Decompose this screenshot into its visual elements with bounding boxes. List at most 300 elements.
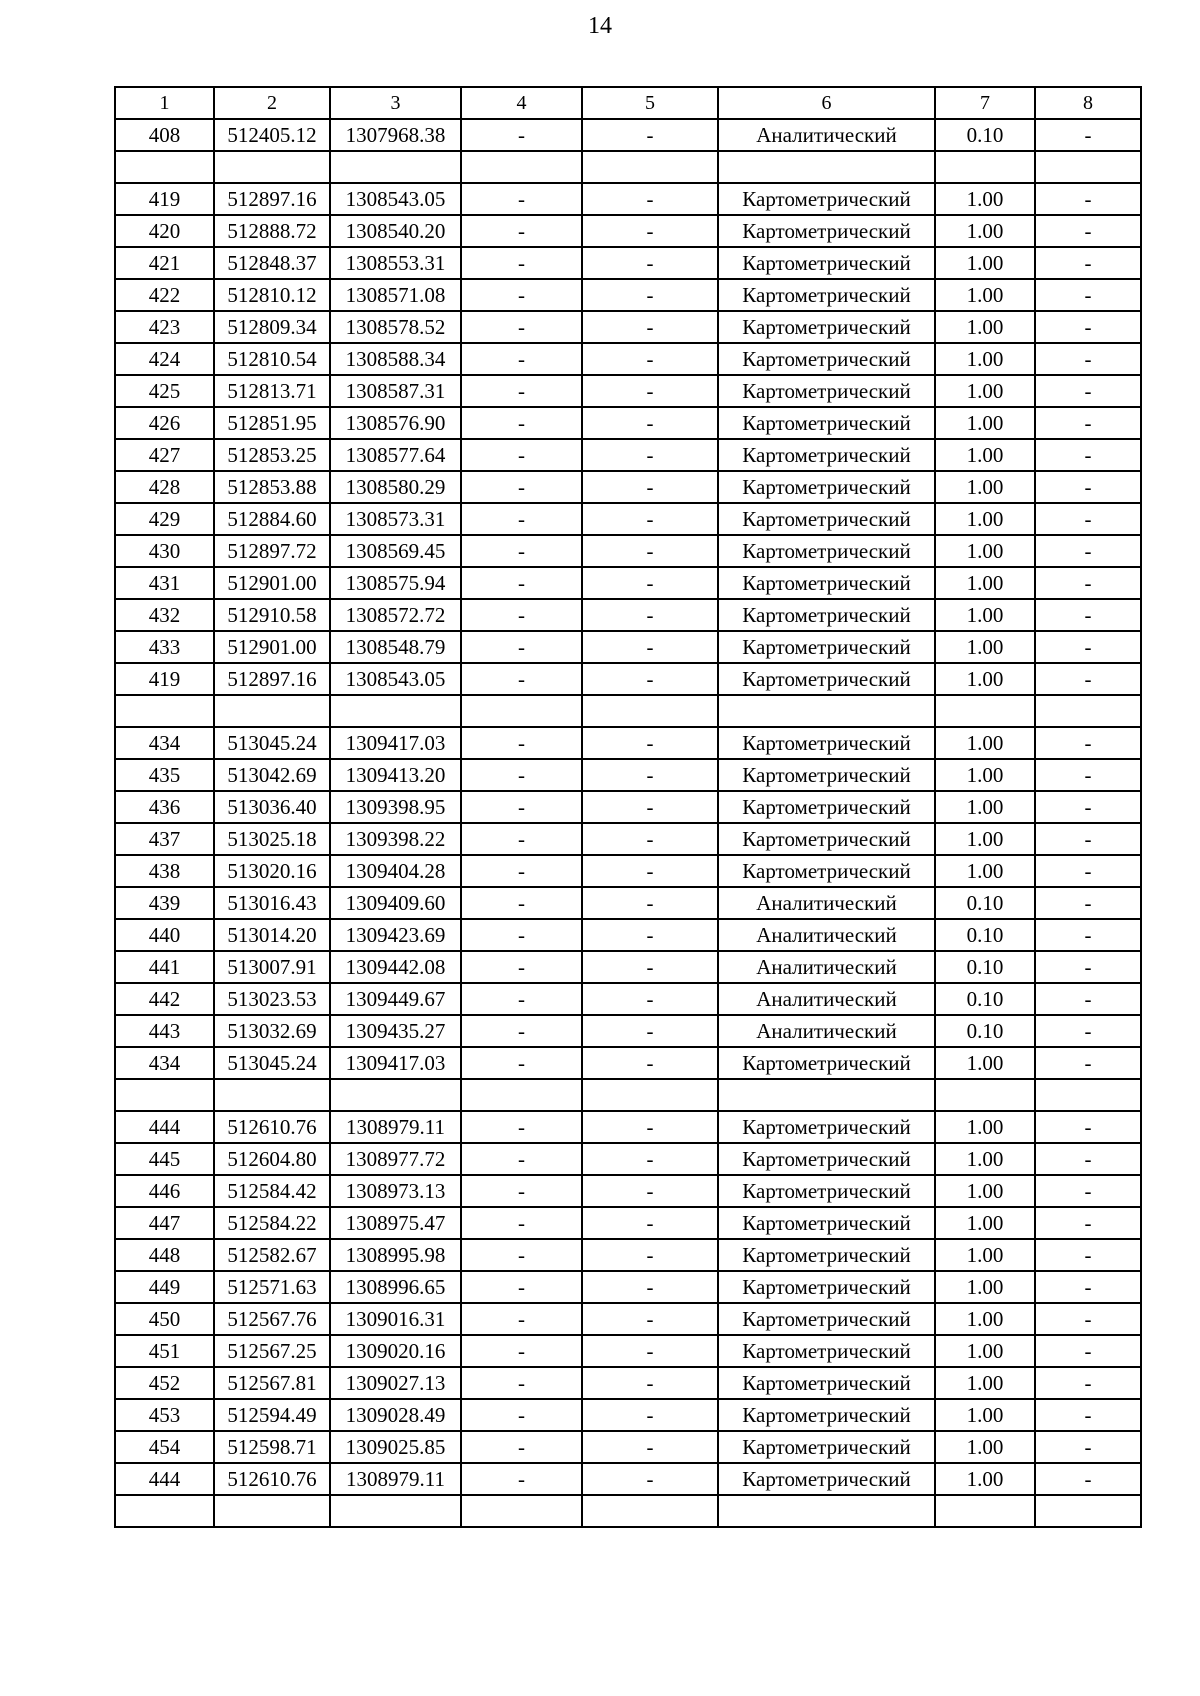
table-cell-col8: [1035, 1495, 1141, 1527]
table-cell-col7: 0.10: [935, 119, 1035, 151]
table-cell-col3: 1308587.31: [330, 375, 461, 407]
table-cell-col8: -: [1035, 1207, 1141, 1239]
table-cell-col5: -: [582, 791, 718, 823]
table-cell-col2: 512582.67: [214, 1239, 330, 1271]
table-cell-col7: [935, 151, 1035, 183]
table-cell-col8: -: [1035, 183, 1141, 215]
table-cell-col7: 1.00: [935, 855, 1035, 887]
table-cell-col8: -: [1035, 887, 1141, 919]
table-cell-col5: -: [582, 1367, 718, 1399]
table-cell-col2: 512598.71: [214, 1431, 330, 1463]
table-cell-col4: -: [461, 247, 582, 279]
table-cell-col2: 512571.63: [214, 1271, 330, 1303]
table-cell-col1: 447: [115, 1207, 214, 1239]
table-cell-col3: 1308572.72: [330, 599, 461, 631]
table-cell-col2: 512610.76: [214, 1111, 330, 1143]
table-cell-col3: 1308979.11: [330, 1463, 461, 1495]
table-row: [115, 727, 1141, 759]
table-cell-col8: -: [1035, 631, 1141, 663]
table-cell-col1: 446: [115, 1175, 214, 1207]
table-cell-col6: Картометрический: [718, 1335, 935, 1367]
table-cell-col1: 454: [115, 1431, 214, 1463]
table-cell-col8: -: [1035, 439, 1141, 471]
table-cell-col2: 513025.18: [214, 823, 330, 855]
table-cell-col7: 1.00: [935, 663, 1035, 695]
table-cell-col8: -: [1035, 1303, 1141, 1335]
table-cell-col6: Картометрический: [718, 183, 935, 215]
table-cell-col8: -: [1035, 215, 1141, 247]
table-cell-col4: -: [461, 567, 582, 599]
table-cell-col4: -: [461, 343, 582, 375]
column-header-1: 1: [115, 87, 214, 119]
table-cell-col3: 1308580.29: [330, 471, 461, 503]
coordinates-table: [114, 86, 1142, 1528]
table-cell-col7: 1.00: [935, 823, 1035, 855]
table-row: [115, 983, 1141, 1015]
table-cell-col4: -: [461, 439, 582, 471]
table-cell-col8: -: [1035, 1399, 1141, 1431]
table-cell-col7: 1.00: [935, 1367, 1035, 1399]
table-cell-col1: 436: [115, 791, 214, 823]
table-cell-col7: 1.00: [935, 791, 1035, 823]
table-cell-col2: 512584.42: [214, 1175, 330, 1207]
table-cell-col8: -: [1035, 1239, 1141, 1271]
table-cell-col5: -: [582, 823, 718, 855]
table-cell-col1: 445: [115, 1143, 214, 1175]
table-cell-col1: 450: [115, 1303, 214, 1335]
table-cell-col5: -: [582, 919, 718, 951]
table-cell-col7: 1.00: [935, 311, 1035, 343]
table-cell-col6: Картометрический: [718, 1111, 935, 1143]
table-cell-col2: 512610.76: [214, 1463, 330, 1495]
table-cell-col1: 453: [115, 1399, 214, 1431]
table-cell-col2: 512910.58: [214, 599, 330, 631]
table-cell-col1: 437: [115, 823, 214, 855]
table-cell-col7: 1.00: [935, 1239, 1035, 1271]
table-row: [115, 471, 1141, 503]
table-cell-col1: [115, 1079, 214, 1111]
table-cell-col3: 1309423.69: [330, 919, 461, 951]
table-cell-col3: 1308995.98: [330, 1239, 461, 1271]
table-cell-col1: 434: [115, 727, 214, 759]
table-cell-col6: Картометрический: [718, 1143, 935, 1175]
table-cell-col6: Картометрический: [718, 663, 935, 695]
table-cell-col4: -: [461, 887, 582, 919]
table-cell-col8: -: [1035, 119, 1141, 151]
table-cell-col5: -: [582, 567, 718, 599]
table-cell-col8: -: [1035, 823, 1141, 855]
table-row-separator: [115, 695, 1141, 727]
table-cell-col2: 512848.37: [214, 247, 330, 279]
table-cell-col8: -: [1035, 279, 1141, 311]
table-cell-col3: 1308973.13: [330, 1175, 461, 1207]
table-cell-col5: -: [582, 631, 718, 663]
table-cell-col5: -: [582, 215, 718, 247]
table-cell-col8: -: [1035, 855, 1141, 887]
table-cell-col3: 1309404.28: [330, 855, 461, 887]
table-cell-col2: 512810.54: [214, 343, 330, 375]
table-cell-col8: -: [1035, 951, 1141, 983]
table-cell-col4: -: [461, 1271, 582, 1303]
table-cell-col3: 1308996.65: [330, 1271, 461, 1303]
table-cell-col4: -: [461, 791, 582, 823]
table-cell-col1: 424: [115, 343, 214, 375]
table-row: [115, 279, 1141, 311]
table-cell-col1: [115, 695, 214, 727]
table-cell-col4: -: [461, 599, 582, 631]
table-cell-col1: 444: [115, 1463, 214, 1495]
table-cell-col2: 512567.25: [214, 1335, 330, 1367]
table-cell-col2: 512567.81: [214, 1367, 330, 1399]
table-cell-col8: -: [1035, 471, 1141, 503]
table-cell-col1: 441: [115, 951, 214, 983]
table-cell-col7: 1.00: [935, 1143, 1035, 1175]
table-cell-col7: 1.00: [935, 375, 1035, 407]
table-cell-col4: -: [461, 727, 582, 759]
table-cell-col1: 448: [115, 1239, 214, 1271]
table-cell-col6: Картометрический: [718, 503, 935, 535]
column-header-8: 8: [1035, 87, 1141, 119]
table-row-separator: [115, 1495, 1141, 1527]
table-cell-col8: -: [1035, 759, 1141, 791]
table-cell-col1: 435: [115, 759, 214, 791]
table-cell-col6: [718, 151, 935, 183]
table-cell-col5: -: [582, 1271, 718, 1303]
table-cell-col4: -: [461, 1239, 582, 1271]
table-cell-col5: -: [582, 1015, 718, 1047]
table-cell-col6: Картометрический: [718, 631, 935, 663]
table-cell-col3: 1309417.03: [330, 1047, 461, 1079]
table-cell-col6: Картометрический: [718, 407, 935, 439]
table-cell-col6: Картометрический: [718, 311, 935, 343]
table-cell-col6: Картометрический: [718, 1239, 935, 1271]
table-cell-col4: -: [461, 1015, 582, 1047]
table-cell-col6: Картометрический: [718, 1399, 935, 1431]
table-cell-col4: -: [461, 823, 582, 855]
table-cell-col7: 0.10: [935, 951, 1035, 983]
table-cell-col1: 429: [115, 503, 214, 535]
table-cell-col3: 1308548.79: [330, 631, 461, 663]
table-cell-col7: 1.00: [935, 1335, 1035, 1367]
table-cell-col2: 512853.25: [214, 439, 330, 471]
table-cell-col3: [330, 695, 461, 727]
table-cell-col8: -: [1035, 1367, 1141, 1399]
table-cell-col5: -: [582, 599, 718, 631]
table-cell-col2: 513045.24: [214, 1047, 330, 1079]
table-cell-col3: 1309413.20: [330, 759, 461, 791]
table-cell-col1: 451: [115, 1335, 214, 1367]
table-cell-col1: [115, 151, 214, 183]
table-cell-col3: [330, 151, 461, 183]
table-cell-col1: 422: [115, 279, 214, 311]
table-cell-col2: 513020.16: [214, 855, 330, 887]
table-cell-col1: 419: [115, 663, 214, 695]
table-cell-col2: 512809.34: [214, 311, 330, 343]
table-cell-col6: Аналитический: [718, 951, 935, 983]
table-cell-col4: [461, 1079, 582, 1111]
table-cell-col2: 512405.12: [214, 119, 330, 151]
table-cell-col2: 513014.20: [214, 919, 330, 951]
table-cell-col3: 1308571.08: [330, 279, 461, 311]
table-cell-col7: 1.00: [935, 503, 1035, 535]
table-cell-col2: 513032.69: [214, 1015, 330, 1047]
table-row: [115, 823, 1141, 855]
table-cell-col3: 1308553.31: [330, 247, 461, 279]
table-cell-col4: -: [461, 1303, 582, 1335]
table-cell-col8: -: [1035, 1015, 1141, 1047]
table-cell-col4: -: [461, 1399, 582, 1431]
table-cell-col1: 420: [115, 215, 214, 247]
table-cell-col7: 1.00: [935, 471, 1035, 503]
table-cell-col4: -: [461, 663, 582, 695]
table-cell-col8: -: [1035, 663, 1141, 695]
table-cell-col5: -: [582, 407, 718, 439]
table-cell-col7: 1.00: [935, 759, 1035, 791]
table-cell-col8: -: [1035, 535, 1141, 567]
table-cell-col7: 1.00: [935, 1463, 1035, 1495]
table-cell-col5: -: [582, 759, 718, 791]
table-row: [115, 183, 1141, 215]
table-cell-col7: 1.00: [935, 1271, 1035, 1303]
table-cell-col1: 428: [115, 471, 214, 503]
table-cell-col6: Картометрический: [718, 1463, 935, 1495]
table-cell-col8: -: [1035, 343, 1141, 375]
table-row: [115, 343, 1141, 375]
table-cell-col5: [582, 1079, 718, 1111]
table-cell-col4: [461, 151, 582, 183]
table-cell-col8: -: [1035, 919, 1141, 951]
table-cell-col5: -: [582, 471, 718, 503]
table-cell-col7: 1.00: [935, 1303, 1035, 1335]
table-cell-col6: Картометрический: [718, 1175, 935, 1207]
table-cell-col7: 0.10: [935, 1015, 1035, 1047]
table-cell-col8: -: [1035, 1431, 1141, 1463]
table-cell-col5: -: [582, 1111, 718, 1143]
table-cell-col3: 1308569.45: [330, 535, 461, 567]
table-row: [115, 1431, 1141, 1463]
table-cell-col8: -: [1035, 407, 1141, 439]
table-cell-col1: 425: [115, 375, 214, 407]
table-cell-col2: 512584.22: [214, 1207, 330, 1239]
table-cell-col8: [1035, 695, 1141, 727]
table-cell-col4: -: [461, 215, 582, 247]
table-cell-col7: [935, 1495, 1035, 1527]
table-cell-col6: Картометрический: [718, 471, 935, 503]
table-cell-col1: 449: [115, 1271, 214, 1303]
table-cell-col5: -: [582, 727, 718, 759]
table-cell-col8: -: [1035, 1111, 1141, 1143]
table-cell-col6: Картометрический: [718, 1047, 935, 1079]
table-row: [115, 1111, 1141, 1143]
table-cell-col2: 512901.00: [214, 631, 330, 663]
table-cell-col5: -: [582, 343, 718, 375]
table-cell-col1: 408: [115, 119, 214, 151]
table-row: [115, 311, 1141, 343]
column-header-5: 5: [582, 87, 718, 119]
table-cell-col1: 421: [115, 247, 214, 279]
column-header-2: 2: [214, 87, 330, 119]
table-cell-col6: Картометрический: [718, 1367, 935, 1399]
table-cell-col6: Картометрический: [718, 535, 935, 567]
table-cell-col5: -: [582, 663, 718, 695]
table-cell-col5: -: [582, 311, 718, 343]
table-cell-col3: 1308577.64: [330, 439, 461, 471]
table-cell-col4: -: [461, 1143, 582, 1175]
table-row: [115, 1015, 1141, 1047]
table-cell-col8: -: [1035, 247, 1141, 279]
table-cell-col8: -: [1035, 311, 1141, 343]
table-cell-col2: [214, 695, 330, 727]
table-cell-col2: 513036.40: [214, 791, 330, 823]
table-cell-col1: 419: [115, 183, 214, 215]
table-cell-col2: 512897.16: [214, 183, 330, 215]
table-cell-col6: Картометрический: [718, 375, 935, 407]
table-row-separator: [115, 1079, 1141, 1111]
table-cell-col2: 513045.24: [214, 727, 330, 759]
table-cell-col7: 1.00: [935, 535, 1035, 567]
table-cell-col5: -: [582, 855, 718, 887]
table-cell-col3: 1309020.16: [330, 1335, 461, 1367]
column-header-3: 3: [330, 87, 461, 119]
table-cell-col5: -: [582, 535, 718, 567]
table-cell-col5: -: [582, 1047, 718, 1079]
table-cell-col4: -: [461, 759, 582, 791]
table-cell-col4: -: [461, 1367, 582, 1399]
table-cell-col3: 1308573.31: [330, 503, 461, 535]
table-cell-col5: -: [582, 1431, 718, 1463]
table-cell-col1: 432: [115, 599, 214, 631]
table-cell-col6: Картометрический: [718, 791, 935, 823]
table-row: [115, 1367, 1141, 1399]
table-cell-col2: 513007.91: [214, 951, 330, 983]
table-row: [115, 1207, 1141, 1239]
table-cell-col7: 1.00: [935, 407, 1035, 439]
table-row: [115, 1399, 1141, 1431]
table-cell-col8: -: [1035, 727, 1141, 759]
table-cell-col7: 1.00: [935, 215, 1035, 247]
table-cell-col2: 512888.72: [214, 215, 330, 247]
table-row: [115, 503, 1141, 535]
table-cell-col4: -: [461, 119, 582, 151]
table-cell-col3: 1309449.67: [330, 983, 461, 1015]
table-cell-col1: 427: [115, 439, 214, 471]
table-cell-col1: 444: [115, 1111, 214, 1143]
table-row: [115, 567, 1141, 599]
table-cell-col4: -: [461, 1111, 582, 1143]
table-cell-col5: [582, 1495, 718, 1527]
table-cell-col7: 1.00: [935, 1047, 1035, 1079]
table-cell-col6: Картометрический: [718, 599, 935, 631]
table-cell-col7: 1.00: [935, 1431, 1035, 1463]
table-cell-col2: 513023.53: [214, 983, 330, 1015]
table-cell-col2: 512884.60: [214, 503, 330, 535]
table-cell-col8: -: [1035, 1047, 1141, 1079]
table-cell-col3: 1308543.05: [330, 183, 461, 215]
table-cell-col5: -: [582, 1399, 718, 1431]
table-row: [115, 855, 1141, 887]
table-cell-col5: -: [582, 183, 718, 215]
table-cell-col3: 1308575.94: [330, 567, 461, 599]
table-cell-col8: [1035, 151, 1141, 183]
table-cell-col1: 439: [115, 887, 214, 919]
table-cell-col5: -: [582, 1303, 718, 1335]
table-cell-col2: 513016.43: [214, 887, 330, 919]
table-cell-col7: 1.00: [935, 1399, 1035, 1431]
table-row: [115, 599, 1141, 631]
table-cell-col5: -: [582, 951, 718, 983]
table-row: [115, 1143, 1141, 1175]
table-row: [115, 791, 1141, 823]
table-cell-col6: Картометрический: [718, 215, 935, 247]
table-cell-col5: -: [582, 1239, 718, 1271]
table-cell-col1: 440: [115, 919, 214, 951]
table-cell-col4: -: [461, 951, 582, 983]
table-row: [115, 1463, 1141, 1495]
table-cell-col7: 0.10: [935, 983, 1035, 1015]
table-row: [115, 663, 1141, 695]
table-cell-col6: Аналитический: [718, 119, 935, 151]
table-cell-col4: -: [461, 1335, 582, 1367]
table-cell-col2: 512901.00: [214, 567, 330, 599]
table-cell-col4: -: [461, 1431, 582, 1463]
table-cell-col2: 512813.71: [214, 375, 330, 407]
table-cell-col3: 1307968.38: [330, 119, 461, 151]
column-header-6: 6: [718, 87, 935, 119]
table-cell-col3: 1309442.08: [330, 951, 461, 983]
table-cell-col4: -: [461, 855, 582, 887]
table-cell-col4: -: [461, 1047, 582, 1079]
table-cell-col6: Картометрический: [718, 727, 935, 759]
table-cell-col3: 1308977.72: [330, 1143, 461, 1175]
table-cell-col5: -: [582, 119, 718, 151]
table-cell-col5: -: [582, 439, 718, 471]
table-row: [115, 631, 1141, 663]
table-cell-col6: [718, 1495, 935, 1527]
table-cell-col2: 512604.80: [214, 1143, 330, 1175]
table-cell-col8: -: [1035, 791, 1141, 823]
table-cell-col3: 1308979.11: [330, 1111, 461, 1143]
table-cell-col1: 434: [115, 1047, 214, 1079]
table-body: [115, 119, 1141, 1527]
table-row: [115, 1175, 1141, 1207]
table-cell-col6: [718, 1079, 935, 1111]
table-cell-col7: 1.00: [935, 1207, 1035, 1239]
column-header-7: 7: [935, 87, 1035, 119]
table-cell-col4: -: [461, 919, 582, 951]
table-cell-col6: [718, 695, 935, 727]
table-cell-col7: [935, 695, 1035, 727]
table-cell-col1: 438: [115, 855, 214, 887]
table-cell-col1: 442: [115, 983, 214, 1015]
table-cell-col8: -: [1035, 1175, 1141, 1207]
table-cell-col3: 1309028.49: [330, 1399, 461, 1431]
table-cell-col5: -: [582, 1175, 718, 1207]
table-row: [115, 887, 1141, 919]
table-cell-col2: 512810.12: [214, 279, 330, 311]
table-cell-col6: Аналитический: [718, 919, 935, 951]
table-cell-col3: 1308543.05: [330, 663, 461, 695]
table-cell-col1: 452: [115, 1367, 214, 1399]
table-cell-col2: [214, 1495, 330, 1527]
table-cell-col4: -: [461, 279, 582, 311]
table-cell-col3: [330, 1495, 461, 1527]
table-cell-col8: -: [1035, 1463, 1141, 1495]
table-cell-col8: -: [1035, 1335, 1141, 1367]
table-cell-col1: [115, 1495, 214, 1527]
table-header: [115, 87, 1141, 119]
table-row: [115, 1271, 1141, 1303]
table-cell-col6: Картометрический: [718, 759, 935, 791]
